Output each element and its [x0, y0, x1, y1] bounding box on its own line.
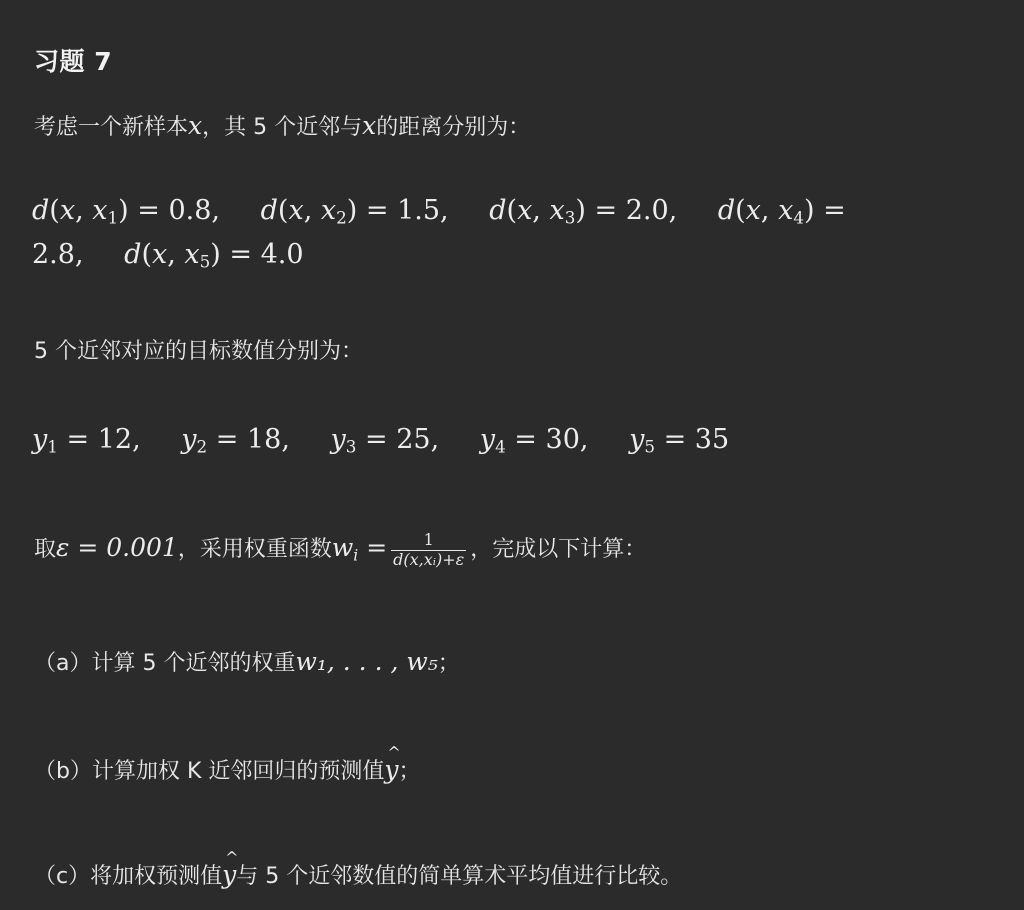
- task-c-label: （c）将加权预测值: [34, 864, 223, 889]
- weight-prefix: 取: [34, 537, 57, 562]
- target-values-line: [32, 422, 729, 458]
- intro-middle: ，其 5 个近邻与: [202, 115, 363, 140]
- distance-eq-2: d(x, $x_2) = 1.5$,: [260, 195, 449, 228]
- distance-eq-3: d(x, $x_3) = 2.0$,: [489, 195, 678, 228]
- distance-eq-5: d(x, $x_5) = 4.0$: [124, 239, 304, 272]
- weight-suffix: ，完成以下计算：: [470, 537, 647, 562]
- fraction-numerator: 1: [391, 531, 466, 550]
- task-a-math: w₁, . . . , w₅: [295, 647, 438, 676]
- distance-eq-1: d(x, $x_1) = 0.8$,: [32, 195, 221, 228]
- epsilon-value: ε = 0.001: [56, 533, 178, 562]
- target-eq-1: $y_1 = 12$,: [32, 424, 141, 457]
- task-b: [34, 752, 421, 788]
- task-c: [34, 857, 682, 893]
- target-eq-4: $y_4 = 30$,: [479, 424, 589, 457]
- distance-equations-line1: [32, 193, 846, 229]
- intro-suffix: 的距离分别为：: [376, 115, 531, 140]
- task-c-end: 与 5 个近邻数值的简单算术平均值进行比较。: [236, 864, 683, 889]
- task-a: [34, 644, 460, 680]
- distance-eq-4-lhs: d(x, $x_4$) =: [717, 195, 846, 228]
- weight-middle: ，采用权重函数: [177, 537, 332, 562]
- task-b-y-hat: ^ y: [384, 752, 398, 787]
- weight-symbol: $w_i$ =: [331, 533, 388, 565]
- targets-intro: 5 个近邻对应的目标数值分别为：: [34, 339, 363, 364]
- intro-text: [34, 108, 530, 144]
- distance-eq-4-rhs: 2.8,: [32, 239, 84, 270]
- target-eq-5: $y_5 = 35$: [629, 424, 730, 457]
- fraction-denominator: d(x,xᵢ)+ε: [393, 549, 465, 569]
- weight-fraction: [391, 531, 466, 569]
- target-eq-2: $y_2 = 18$,: [181, 424, 290, 457]
- intro-prefix: 考虑一个新样本: [34, 115, 189, 140]
- problem-title: 习题 7: [34, 47, 113, 76]
- intro-var-x2: x: [362, 111, 377, 140]
- task-c-y-hat: ^ y: [222, 857, 236, 892]
- target-eq-3: $y_3 = 25$,: [330, 424, 440, 457]
- weight-function-line: [34, 530, 646, 569]
- task-a-end: ；: [437, 651, 460, 676]
- task-b-label: （b）计算加权 K 近邻回归的预测值: [34, 759, 385, 784]
- task-b-end: ；: [398, 759, 421, 784]
- task-a-label: （a）计算 5 个近邻的权重: [34, 651, 296, 676]
- distance-equations-line2: [32, 237, 304, 273]
- intro-var-x: x: [188, 111, 203, 140]
